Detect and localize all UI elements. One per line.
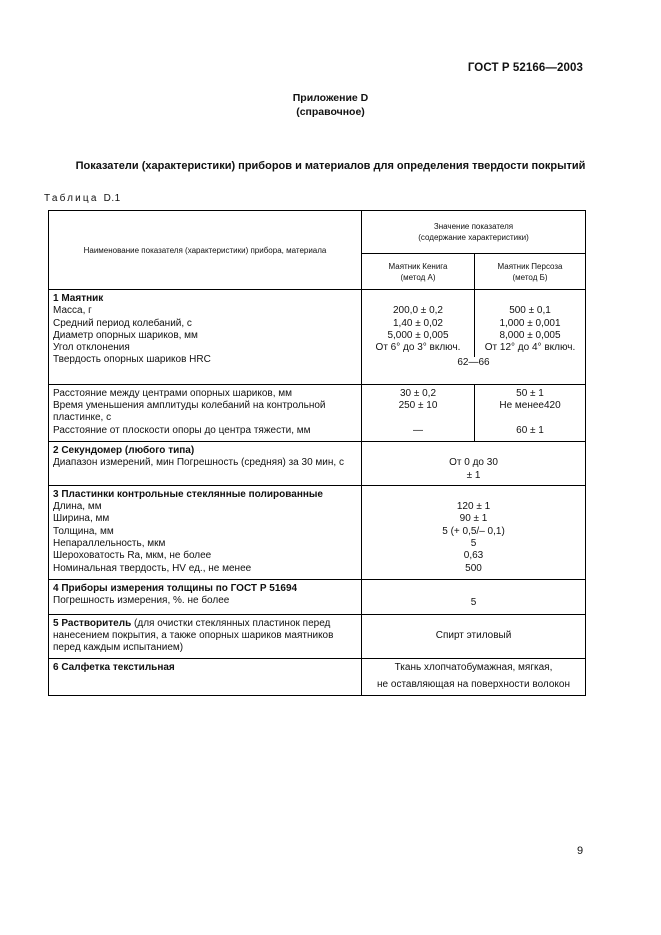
header-group-line2: (содержание характеристики) — [418, 233, 529, 242]
table-row — [49, 614, 586, 659]
hrc-value: 62—66 — [457, 357, 490, 369]
section-4-values — [362, 579, 586, 614]
section-3-values — [362, 485, 586, 579]
section-4-label-cell — [49, 579, 362, 614]
plate-thickness-value: 5 (+ 0,5/– 0,1) — [442, 525, 505, 537]
ball-diameter: Диаметр опорных шариков, мм — [53, 329, 198, 341]
thickness-error-value: 5 — [470, 597, 477, 609]
table-row — [49, 579, 586, 614]
appendix-title: Приложение D — [292, 92, 369, 104]
section-5-label-cell — [49, 614, 362, 659]
header-method-b — [475, 254, 586, 290]
amplitude-time: Время уменьшения амплитуды колебаний на контрольной пластинке, с — [53, 400, 326, 424]
stopwatch-error-value: ± 1 — [466, 469, 481, 481]
section-6-title: 6 Салфетка текстильная — [53, 662, 175, 674]
section-6-values — [362, 659, 586, 696]
ball-spacing: Расстояние между центрами опорных шариков, мм — [53, 387, 293, 399]
table-row — [49, 441, 586, 485]
ball-hardness: Твердость опорных шариков HRC — [53, 354, 211, 366]
header-group-line1: Значение показателя — [433, 222, 514, 231]
specs-table — [48, 210, 586, 696]
plate-length-value: 120 ± 1 — [456, 501, 491, 513]
center-of-gravity-distance: Расстояние от плоскости опоры до центра тяжести, мм — [53, 424, 311, 436]
section-2-values — [362, 441, 586, 485]
section-1-method-b — [475, 290, 586, 358]
appendix-heading — [0, 91, 661, 119]
solvent-value: Спирт этиловый — [435, 630, 512, 642]
pendulum-period: Средний период колебаний, с — [53, 317, 192, 329]
section-5-title: 5 Растворитель — [53, 617, 132, 629]
section-1-label-cell — [49, 290, 362, 385]
section-1-method-a — [362, 290, 475, 358]
stopwatch-range-value: От 0 до 30 — [449, 457, 498, 469]
section-5-values — [362, 614, 586, 659]
b-spacing: 50 ± 1 — [516, 387, 544, 399]
b-cog-distance: 60 ± 1 — [516, 424, 544, 436]
a-cog-distance: — — [413, 424, 423, 436]
table-caption-label: Таблица — [44, 193, 99, 204]
table-row — [49, 384, 586, 441]
b-angle: От 12° до 4° включ. — [484, 342, 576, 354]
plate-hardness-value: 500 — [465, 562, 482, 574]
plate-hardness: Номинальная твердость, HV ед., не менее — [53, 562, 252, 574]
a-period: 1,40 ± 0,02 — [393, 317, 443, 329]
a-spacing: 30 ± 0,2 — [399, 387, 437, 399]
header-method-a — [362, 254, 475, 290]
header-method-a-line1: Маятник Кенига — [388, 261, 448, 271]
section-4-title: 4 Приборы измерения толщины по ГОСТ Р 51694 — [53, 582, 298, 594]
a-diameter: 5,000 ± 0,005 — [387, 329, 449, 341]
table-row — [49, 659, 586, 696]
b-diameter: 8,000 ± 0,005 — [499, 329, 561, 341]
plate-length: Длина, мм — [53, 501, 102, 513]
section-5-description: (для очистки стеклянных пластинок перед нанесением покрытия, а также опорных шариков маятников перед каждым испытанием) — [53, 617, 334, 654]
section-2-label-cell — [49, 441, 362, 485]
plate-roughness-value: 0,63 — [463, 550, 484, 562]
standard-header: ГОСТ Р 52166—2003 — [467, 62, 583, 74]
table-row — [49, 485, 586, 579]
cloth-value-line1: Ткань хлопчатобумажная, мягкая, — [394, 662, 553, 674]
header-value-group — [362, 211, 586, 254]
section-2-title: 2 Секундомер (любого типа) — [53, 444, 195, 456]
section-6-label-cell — [49, 659, 362, 696]
b-mass: 500 ± 0,1 — [509, 305, 551, 317]
plate-nonparallelism-value: 5 — [470, 538, 477, 550]
a-angle: От 6° до 3° включ. — [375, 342, 461, 354]
hrc-value-cell — [362, 357, 586, 384]
section-1-title: 1 Маятник — [53, 293, 104, 304]
plate-width-value: 90 ± 1 — [459, 513, 488, 525]
cloth-value-line2: не оставляющая на поверхности волокон — [377, 679, 570, 691]
header-indicator-name: Наименование показателя (характеристики) прибора, материала — [49, 211, 362, 290]
header-method-b-line1: Маятник Персоза — [497, 261, 563, 271]
table-row — [49, 290, 586, 358]
plate-nonparallelism: Непараллельность, мкм — [53, 538, 166, 550]
page-number: 9 — [577, 845, 584, 857]
header-method-b-line2: (метод Б) — [512, 272, 548, 282]
section-1b-method-b — [475, 384, 586, 441]
b-amplitude-time: Не менее420 — [499, 400, 561, 412]
table-caption-number: D.1 — [103, 193, 121, 204]
deflection-angle: Угол отклонения — [53, 342, 130, 354]
section-3-title: 3 Пластинки контрольные стеклянные полированные — [53, 488, 323, 500]
plate-roughness: Шероховатость Ra, мкм, не более — [53, 550, 212, 562]
b-period: 1,000 ± 0,001 — [499, 317, 561, 329]
section-1b-method-a — [362, 384, 475, 441]
plate-width: Ширина, мм — [53, 513, 110, 525]
section-3-label-cell — [49, 485, 362, 579]
header-method-a-line2: (метод А) — [400, 272, 436, 282]
plate-thickness: Толщина, мм — [53, 525, 114, 537]
table-caption — [44, 193, 121, 204]
a-amplitude-time: 250 ± 10 — [398, 400, 438, 412]
thickness-error: Погрешность измерения, %. не более — [53, 595, 230, 607]
a-mass: 200,0 ± 0,2 — [393, 305, 443, 317]
section-1b-label-cell — [49, 384, 362, 441]
pendulum-mass: Масса, г — [53, 305, 92, 317]
stopwatch-range: Диапазон измерений, мин Погрешность (средняя) за 30 мин, с — [53, 457, 344, 469]
appendix-subtitle: (справочное) — [296, 106, 365, 118]
document-title: Показатели (характеристики) приборов и материалов для определения твердости покрытий — [75, 160, 586, 172]
